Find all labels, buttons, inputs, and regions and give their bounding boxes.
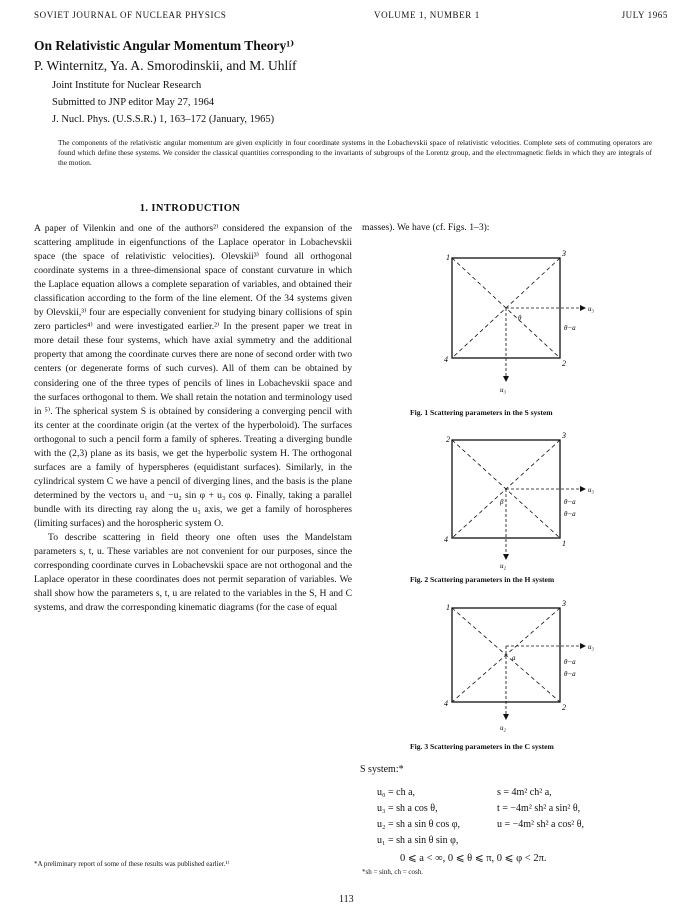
equation-left: u₂ = sh a sin θ cos φ, xyxy=(377,818,461,830)
corner-label: 4 xyxy=(444,699,448,708)
corner-label: 2 xyxy=(562,703,566,712)
figure-1-caption: Fig. 1 Scattering parameters in the S system xyxy=(410,408,553,417)
variable-ranges: 0 ⩽ a < ∞, 0 ⩽ θ ⩽ π, 0 ⩽ φ < 2π. xyxy=(400,853,547,864)
paragraph: A paper of Vilenkin and one of the authors²⁾ considered the expansion of the scattering amplitude in eigenfunctions of the Laplace operator in Lobachevskii space (the space of relativistic velocities). Olevskii³⁾ found all orthogonal coordinate systems in a three-dimensional space of constant curvature in which the Laplace equation allows a complete separation of variables, and obtained their classification according to the form of the line element. Of the 34 systems given by Olevskii,³⁾ four are especially convenient for studying binary collisions of spin zero particles⁴⁾ and were investigated earlier.²⁾ In the present paper we treat in more detail these four systems, which have axial symmetry and the additional property that among the coordinate curves there are none of second order with two centers (or degenerate forms of such curves). All of them can be obtained by considering one of the three types of pencils of lines in Lobachevskii space and the surfaces orthogonal to them. We shall retain the notation and terminology used in ⁵⁾. The spherical system S is obtained by considering a converging pencil with its center at the coordinate origin (at the vertex of the hyperboloid). The surfaces orthogonal to such a pencil form a family of spheres. Treating a diverging bundle with the (2,3) plane as its basis, we get the hyperbolic system H. The orthogonal surfaces are a family of hyperspheres (equidistant surfaces). Similarly, in the cylindrical system C we have a pencil of diverging lines, and the basis is the plane determined by the vectors u₁ and −u₂ sin φ + u₃ cos φ. Finally, taking a parallel bundle with its directing ray along the u₃ axis, we get a family of horospheres (limiting surfaces) and the horospheric system O. xyxy=(34,223,352,529)
corner-label: 1 xyxy=(562,539,566,548)
corner-label: 4 xyxy=(444,355,448,364)
footnote: *A preliminary report of some of these results was published earlier.¹⁾ xyxy=(34,860,230,868)
notation-footnote: *sh = sinh, ch = cosh. xyxy=(362,868,423,876)
side-label: θ−a xyxy=(564,498,576,506)
section-heading: 1. INTRODUCTION xyxy=(139,203,241,214)
corner-label: 4 xyxy=(444,535,448,544)
equation-left: u₁ = sh a sin θ sin φ, xyxy=(377,834,459,846)
corner-label: 2 xyxy=(562,359,566,368)
axis-label: u₂ xyxy=(500,562,506,570)
corner-label: 3 xyxy=(562,431,566,440)
equation-row xyxy=(377,784,584,800)
s-system-label: S system:* xyxy=(360,764,404,775)
arrow-head xyxy=(503,714,509,720)
corner-label: 3 xyxy=(562,599,566,608)
running-head xyxy=(34,10,668,24)
side-label: θ−a xyxy=(564,670,576,678)
figure-2-diagram xyxy=(430,430,600,570)
journal-name: SOVIET JOURNAL OF NUCLEAR PHYSICS xyxy=(34,10,227,20)
paragraph: To describe scattering in field theory one often uses the Mandelstam parameters s, t, u. These variables are not convenient for our purposes, since the corresponding coordinate curves in Lobachevskii space are not orthogonal and the Laplace operator in these coordinates does not permit separation of variables. We shall show how the parameters s, t, u are related to the variables in the S, H and C systems, and draw the corresponding kinematic diagrams (for the case of equal xyxy=(34,532,352,614)
corner-label: 1 xyxy=(446,603,450,612)
figure-3-caption: Fig. 3 Scattering parameters in the C system xyxy=(410,742,554,751)
figure-3-diagram xyxy=(430,598,600,732)
equation-right: u = −4m² sh² a cos² θ, xyxy=(497,818,585,830)
axis-label: u₃ xyxy=(588,486,594,494)
side-label: θ−a xyxy=(564,510,576,518)
corner-label: 2 xyxy=(446,435,450,444)
author-list: P. Winternitz, Ya. A. Smorodinskii, and M. Uhlíf xyxy=(34,58,297,73)
citation: J. Nucl. Phys. (U.S.S.R.) 1, 163–172 (January, 1965) xyxy=(52,114,275,125)
side-label: θ−a xyxy=(564,324,576,332)
arrow-head xyxy=(580,305,586,311)
axis-label: u₃ xyxy=(588,643,594,651)
submission-note: Submitted to JNP editor May 27, 1964 xyxy=(52,97,215,108)
arrow-head xyxy=(503,554,509,560)
affiliation: Joint Institute for Nuclear Research xyxy=(52,80,202,91)
angle-label: a xyxy=(512,654,516,662)
volume-number: VOLUME 1, NUMBER 1 xyxy=(374,10,480,20)
angle-label: β xyxy=(500,498,504,506)
equation-row xyxy=(377,832,584,848)
page-number: 113 xyxy=(339,894,354,905)
arrow-head xyxy=(580,643,586,649)
angle-label: θ xyxy=(518,314,522,322)
equation-right: s = 4m² ch² a, xyxy=(497,786,552,798)
axis-label: u₃ xyxy=(588,305,594,313)
issue-date: JULY 1965 xyxy=(621,10,668,20)
corner-label: 1 xyxy=(446,253,450,262)
paragraph-continuation: masses). We have (cf. Figs. 1–3): xyxy=(362,222,490,233)
abstract: The components of the relativistic angular momentum are given explicitly in four coordinate systems in the Lobachevskii space of relativistic velocities. Complete sets of commuting operators are found which define these systems. We consider the classical quantities corresponding to the invariants of subgroups of the Lorentz group, and the electromagnetic fields in which they are integrals of the motion. xyxy=(58,138,652,167)
arrow-head xyxy=(580,486,586,492)
equation-row xyxy=(377,816,584,832)
arrow-head xyxy=(503,376,509,382)
equation-row xyxy=(377,800,584,816)
equation-left: u₀ = ch a, xyxy=(377,786,416,798)
equation-right xyxy=(497,832,584,848)
equation-right: t = −4m² sh² a sin² θ, xyxy=(497,802,581,814)
figure-1-diagram xyxy=(430,250,600,396)
side-label: θ−a xyxy=(564,658,576,666)
corner-label: 3 xyxy=(562,250,566,258)
body-text-left-column xyxy=(34,222,352,615)
axis-label: u₂ xyxy=(500,724,506,732)
axis-label: u₃ xyxy=(500,386,506,394)
equation-block xyxy=(377,784,584,848)
figure-2-caption: Fig. 2 Scattering parameters in the H system xyxy=(410,575,555,584)
equation-left: u₃ = sh a cos θ, xyxy=(377,802,438,814)
article-title: On Relativistic Angular Momentum Theory¹⁾ xyxy=(34,38,295,53)
